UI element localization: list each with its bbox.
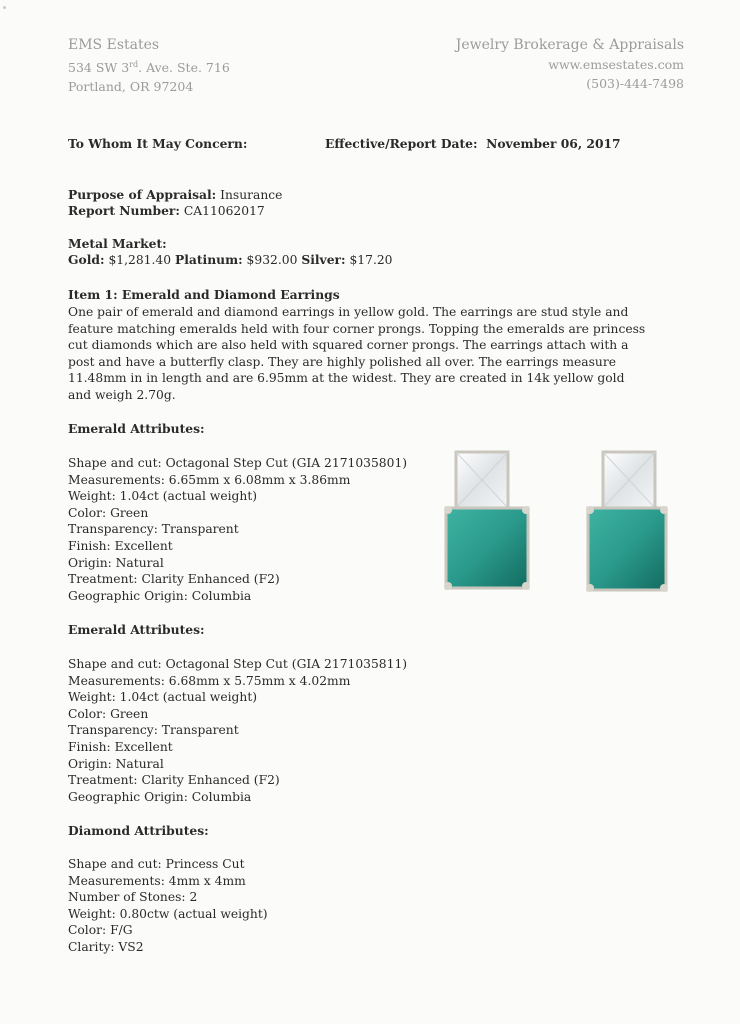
emerald2-attr: Geographic Origin: Columbia bbox=[68, 789, 252, 804]
metal-market-heading: Metal Market: bbox=[68, 236, 167, 251]
silver-price: $17.20 bbox=[349, 253, 393, 267]
emerald1-attr: Geographic Origin: Columbia bbox=[68, 588, 252, 603]
diamond-attr: Color: F/G bbox=[68, 923, 133, 938]
emerald1-attr: Origin: Natural bbox=[68, 555, 164, 570]
report-number-label: Report Number: bbox=[68, 203, 180, 218]
description-line: One pair of emerald and diamond earrings in yellow gold. The earrings are stud style and bbox=[68, 305, 629, 319]
emerald1-attr: Weight: 1.04ct (actual weight) bbox=[68, 489, 258, 504]
description-line: cut diamonds which are also held with squared corner prongs. The earrings attach with a bbox=[68, 338, 629, 353]
gold-label: Gold: bbox=[68, 252, 105, 267]
emerald2-heading: Emerald Attributes: bbox=[68, 622, 205, 637]
description-line: post and have a butterfly clasp. They are highly polished all over. The earrings measure bbox=[68, 354, 616, 369]
platinum-label: Platinum: bbox=[174, 252, 243, 267]
report-date-label: Effective/Report Date: bbox=[325, 136, 478, 151]
report-date-value: November 06, 2017 bbox=[486, 136, 621, 151]
emerald2-attr: Weight: 1.04ct (actual weight) bbox=[68, 690, 258, 705]
emerald1-heading: Emerald Attributes: bbox=[68, 421, 205, 436]
earrings-photo bbox=[426, 438, 701, 606]
contact-block bbox=[456, 36, 684, 93]
diamond-attr: Number of Stones: 2 bbox=[68, 890, 198, 905]
metal-market-prices bbox=[68, 252, 393, 269]
diamond-attr: Shape and cut: Princess Cut bbox=[68, 857, 245, 871]
emerald1-attr: Finish: Excellent bbox=[68, 539, 173, 553]
purpose bbox=[68, 187, 282, 204]
diamond-heading: Diamond Attributes: bbox=[68, 823, 209, 838]
emerald2-attr: Measurements: 6.68mm x 5.75mm x 4.02mm bbox=[68, 673, 351, 688]
company-website: www.emsestates.com bbox=[548, 57, 684, 72]
company-address-line2: Portland, OR 97204 bbox=[68, 79, 194, 95]
diamond-attr: Measurements: 4mm x 4mm bbox=[68, 873, 246, 888]
silver-label: Silver: bbox=[301, 252, 346, 267]
emerald2-attr: Color: Green bbox=[68, 706, 149, 721]
report-number-value: CA11062017 bbox=[183, 204, 265, 218]
emerald2-attr: Origin: Natural bbox=[68, 756, 164, 771]
description-line: and weigh 2.70g. bbox=[68, 387, 176, 402]
company-phone: (503)-444-7498 bbox=[586, 76, 684, 91]
emerald2-attr: Treatment: Clarity Enhanced (F2) bbox=[68, 773, 280, 788]
left-earring bbox=[444, 452, 530, 590]
description-line: feature matching emeralds held with four corner prongs. Topping the emeralds are princess bbox=[68, 321, 646, 336]
purpose-value: Insurance bbox=[220, 188, 283, 202]
purpose-label: Purpose of Appraisal: bbox=[68, 187, 217, 202]
company-name: EMS Estates bbox=[68, 37, 160, 53]
emerald1-attr: Measurements: 6.65mm x 6.08mm x 3.86mm bbox=[68, 472, 351, 487]
right-earring bbox=[586, 452, 668, 592]
emerald1-attr: Shape and cut: Octagonal Step Cut (GIA 2171035801) bbox=[68, 456, 408, 470]
company-block bbox=[68, 36, 230, 96]
right-emerald bbox=[588, 508, 666, 590]
emerald1-attr: Treatment: Clarity Enhanced (F2) bbox=[68, 572, 280, 587]
platinum-price: $932.00 bbox=[246, 253, 298, 267]
emerald1-attr: Transparency: Transparent bbox=[68, 522, 239, 537]
item-description bbox=[68, 304, 688, 404]
left-emerald bbox=[446, 508, 528, 588]
item-heading: Item 1: Emerald and Diamond Earrings bbox=[68, 287, 340, 302]
diamond-attr: Clarity: VS2 bbox=[68, 940, 144, 954]
emerald1-attr: Color: Green bbox=[68, 505, 149, 520]
description-line: 11.48mm in in length and are 6.95mm at the widest. They are created in 14k yellow gold bbox=[68, 371, 625, 386]
emerald2-attr: Finish: Excellent bbox=[68, 740, 173, 754]
emerald2-attr: Shape and cut: Octagonal Step Cut (GIA 2171035811) bbox=[68, 657, 408, 671]
emerald2-attr: Transparency: Transparent bbox=[68, 723, 239, 738]
gold-price: $1,281.40 bbox=[108, 253, 172, 267]
company-address-line1: 534 SW 3rd. Ave. Ste. 716 bbox=[68, 60, 230, 76]
report-number bbox=[68, 203, 265, 220]
salutation: To Whom It May Concern: bbox=[68, 136, 248, 151]
scan-speck bbox=[3, 6, 6, 9]
diamond-attr: Weight: 0.80ctw (actual weight) bbox=[68, 906, 268, 921]
report-date bbox=[325, 136, 621, 153]
company-tagline: Jewelry Brokerage & Appraisals bbox=[455, 37, 684, 53]
